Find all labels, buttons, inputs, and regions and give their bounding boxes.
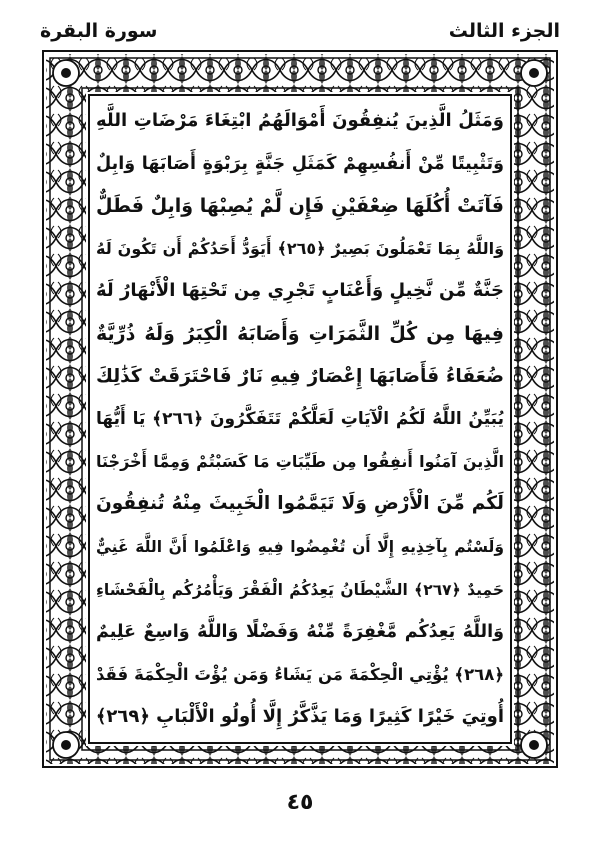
page-number: ٤٥ (286, 790, 314, 815)
verse-line: ضُعَفَاءُ فَأَصَابَهَا إِعْصَارٌ فِيهِ نَارٌ فَاحْتَرَقَتْ كَذَٰلِكَ (96, 365, 504, 387)
verse-line: لَكُم مِّنَ الْأَرْضِ وَلَا تَيَمَّمُوا الْخَبِيثَ مِنْهُ تُنفِقُونَ (96, 493, 504, 515)
verse-block (96, 100, 504, 740)
juz-title: الجزء الثالث (448, 20, 560, 42)
verse-line: وَاللَّهُ يَعِدُكُم مَّغْفِرَةً مِّنْهُ وَفَضْلًا وَاللَّهُ وَاسِعٌ عَلِيمٌ (96, 622, 504, 643)
verse-line: فِيهَا مِن كُلِّ الثَّمَرَاتِ وَأَصَابَهُ الْكِبَرُ وَلَهُ ذُرِّيَّةٌ (96, 322, 504, 345)
verse-line: ﴿٢٦٨﴾ يُؤْتِي الْحِكْمَةَ مَن يَشَاءُ وَمَن يُؤْتَ الْحِكْمَةَ فَقَدْ (96, 664, 504, 684)
verse-line: فَآتَتْ أُكُلَهَا ضِعْفَيْنِ فَإِن لَّمْ يُصِبْهَا وَابِلٌ فَطَلٌّ (96, 195, 504, 218)
verse-line: جَنَّةٌ مِّن نَّخِيلٍ وَأَعْنَابٍ تَجْرِي مِن تَحْتِهَا الْأَنْهَارُ لَهُ (96, 280, 504, 302)
verse-line: أُوتِيَ خَيْرًا كَثِيرًا وَمَا يَذَّكَّرُ إِلَّا أُولُو الْأَلْبَابِ ﴿٢٦٩﴾ (96, 706, 504, 728)
verse-line: وَلَسْتُم بِآخِذِيهِ إِلَّا أَن تُغْمِضُوا فِيهِ وَاعْلَمُوا أَنَّ اللَّهَ غَنِيٌّ (96, 537, 504, 556)
verse-line: يُبَيِّنُ اللَّهُ لَكُمُ الْآيَاتِ لَعَلَّكُمْ تَتَفَكَّرُونَ ﴿٢٦٦﴾ يَا أَيُّهَا (96, 409, 504, 430)
verse-line: وَاللَّهُ بِمَا تَعْمَلُونَ بَصِيرٌ ﴿٢٦٥﴾ أَيَوَدُّ أَحَدُكُمْ أَن تَكُونَ لَهُ (96, 238, 504, 258)
verse-line: حَمِيدٌ ﴿٢٦٧﴾ الشَّيْطَانُ يَعِدُكُمُ الْفَقْرَ وَيَأْمُرُكُم بِالْفَحْشَاءِ (96, 580, 504, 599)
verse-line: وَمَثَلُ الَّذِينَ يُنفِقُونَ أَمْوَالَهُمُ ابْتِغَاءَ مَرْضَاتِ اللَّهِ (96, 110, 504, 131)
surah-title: سورة البقرة (40, 20, 158, 42)
verse-line: وَتَثْبِيتًا مِّنْ أَنفُسِهِمْ كَمَثَلِ جَنَّةٍ بِرَبْوَةٍ أَصَابَهَا وَابِلٌ (96, 153, 504, 174)
verse-line: الَّذِينَ آمَنُوا أَنفِقُوا مِن طَيِّبَاتِ مَا كَسَبْتُمْ وَمِمَّا أَخْرَجْنَا (96, 451, 504, 471)
